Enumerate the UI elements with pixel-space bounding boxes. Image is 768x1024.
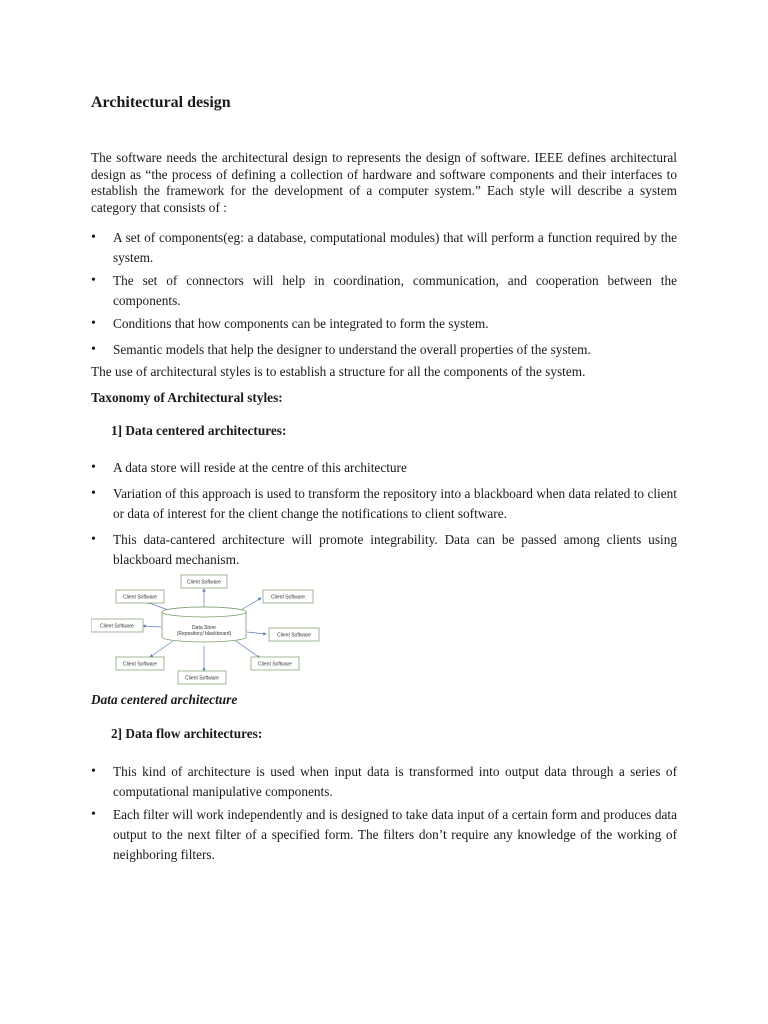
list-item: • This data-cantered architecture will promote integrability. Data can be passed among clients using blackboard mechanism.	[91, 530, 677, 570]
client-label: Client Software	[271, 594, 305, 601]
connector-arrow	[236, 641, 260, 658]
client-label: Client Software	[123, 594, 157, 601]
list-item: • The set of connectors will help in coordination, communication, and cooperation between the components.	[91, 271, 677, 311]
category-bullet-list	[91, 228, 677, 360]
client-label: Client Software	[100, 623, 134, 630]
connector-arrow	[143, 626, 161, 627]
client-label: Client Software	[123, 661, 157, 668]
list-item: • Conditions that how components can be integrated to form the system.	[91, 314, 677, 334]
section1-bullet-list	[91, 458, 677, 576]
client-label: Client Software	[277, 632, 311, 639]
intro-paragraph: The software needs the architectural design to represents the design of software. IEEE defines architectural design as “the process of defining a collection of hardware and software components and their interfaces to establish the framework for the development of a computer system.” Each style will describe a system category that consists of :	[91, 150, 677, 215]
client-label: Client Software	[258, 661, 292, 668]
styles-use-paragraph: The use of architectural styles is to establish a structure for all the components of the system.	[91, 364, 586, 379]
section2-heading: 2] Data flow architectures:	[111, 726, 263, 741]
page-title: Architectural design	[91, 94, 231, 111]
client-label: Client Software	[185, 675, 219, 682]
list-item: • Variation of this approach is used to transform the repository into a blackboard when data related to client or data of interest for the client change the notifications to client software.	[91, 484, 677, 524]
diagram-caption: Data centered architecture	[91, 692, 238, 707]
section2-bullet-list	[91, 762, 677, 868]
section1-heading: 1] Data centered architectures:	[111, 423, 287, 438]
list-item: • Semantic models that help the designer to understand the overall properties of the system.	[91, 340, 677, 360]
connector-arrow	[247, 632, 266, 634]
data-centered-diagram	[91, 571, 321, 689]
list-item: • A set of components(eg: a database, computational modules) that will perform a function required by the system.	[91, 228, 677, 268]
data-store-label: Data Store	[192, 625, 216, 631]
list-item: • A data store will reside at the centre of this architecture	[91, 458, 677, 478]
list-item: • Each filter will work independently and is designed to take data input of a certain form and produces data output to the next filter of a specified form. The filters don’t require any knowledge of the working of neighboring filters.	[91, 805, 677, 865]
client-label: Client Software	[187, 579, 221, 586]
taxonomy-heading: Taxonomy of Architectural styles:	[91, 390, 283, 405]
connector-arrow	[150, 641, 173, 657]
list-item: • This kind of architecture is used when input data is transformed into output data through a series of computational manipulative components.	[91, 762, 677, 802]
data-store-sublabel: (Repository/ blackboard)	[176, 631, 232, 637]
